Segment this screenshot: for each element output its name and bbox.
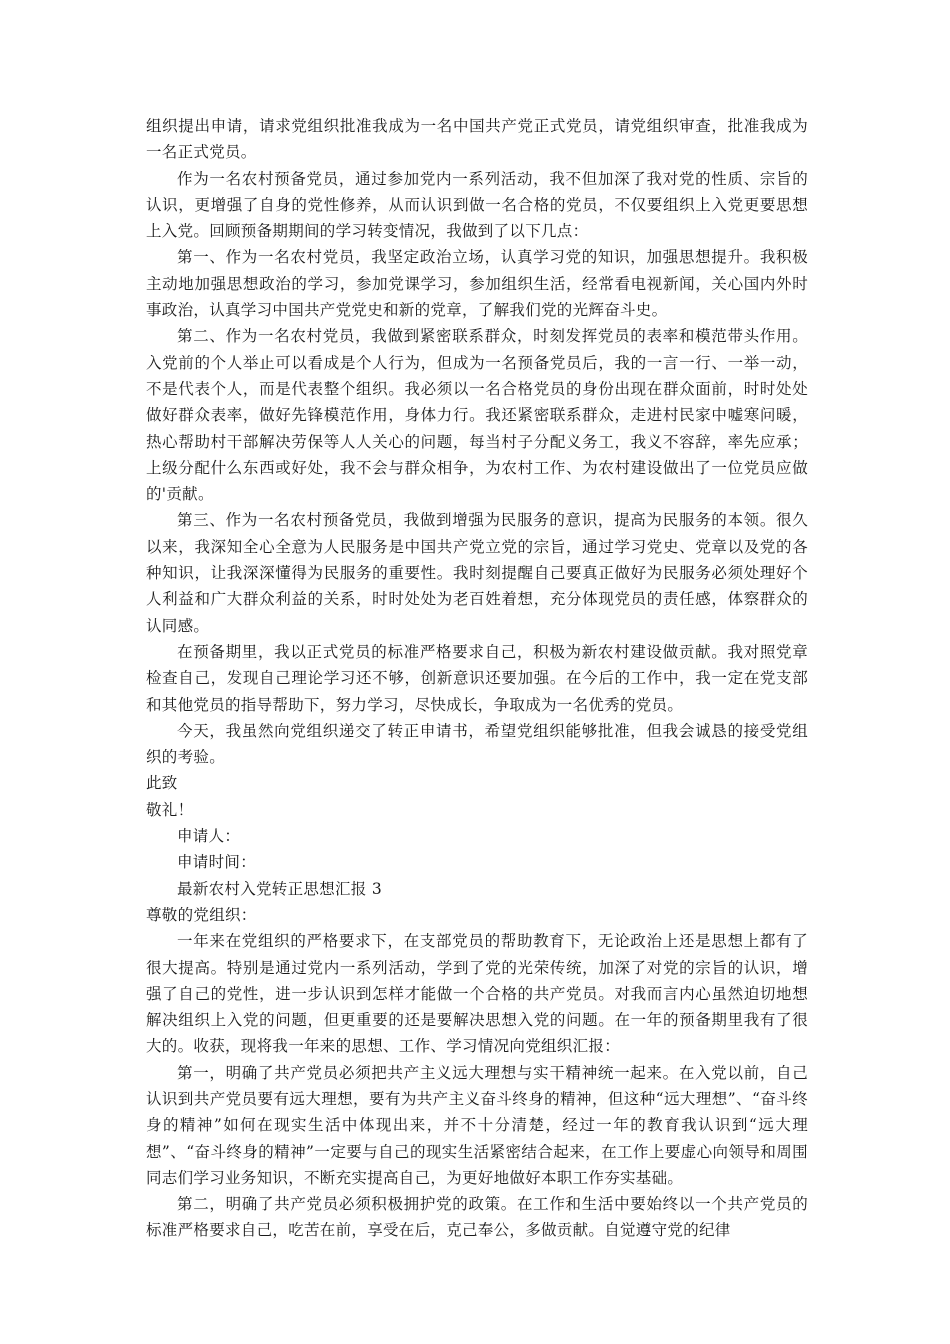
paragraph: 第一、作为一名农村党员，我坚定政治立场，认真学习党的知识，加强思想提升。我积极主动地加强思想政治的学习，参加党课学习，参加组织生活，经常看电视新闻，关心国内外时事政治，认真学习中国共产党党史和新的党章，了解我们党的光辉奋斗史。 (146, 248, 808, 320)
paragraph: 今天，我虽然向党组织递交了转正申请书，希望党组织能够批准，但我会诚恳的接受党组织的考验。 (146, 721, 808, 767)
paragraph: 第一，明确了共产党员必须把共产主义远大理想与实干精神统一起来。在入党以前，自己认识到共产党员要有远大理想，要有为共产主义奋斗终身的精神，但这种“远大理想”、“奋斗终身的精神”如何在现实生活中体现出来，并不十分清楚，经过一年的教育我认识到“远大理想”、“奋斗终身的精神”一定要与自己的现实生活紧密结合起来，在工作上要虚心向领导和周围同志们学习业务知识，不断充实提高自己，为更好地做好本职工作夯实基础。 (146, 1063, 808, 1187)
paragraph: 在预备期里，我以正式党员的标准严格要求自己，积极为新农村建设做贡献。我对照党章检查自己，发现自己理论学习还不够，创新意识还要加强。在今后的工作中，我一定在党支部和其他党员的指导帮助下，努力学习，尽快成长，争取成为一名优秀的党员。 (146, 642, 808, 714)
paragraph: 第二、作为一名农村党员，我做到紧密联系群众，时刻发挥党员的表率和模范带头作用。入党前的个人举止可以看成是个人行为，但成为一名预备党员后，我的一言一行、一举一动，不是代表个人，而是代表整个组织。我必须以一名合格党员的身份出现在群众面前，时时处处做好群众表率，做好先锋模范作用，身体力行。我还紧密联系群众，走进村民家中嘘寒问暖，热心帮助村干部解决劳保等人人关心的问题，每当村子分配义务工，我义不容辞，率先应承；上级分配什么东西或好处，我不会与群众相争，为农村工作、为农村建设做出了一位党员应做的'贡献。 (146, 327, 808, 504)
paragraph: 作为一名农村预备党员，通过参加党内一系列活动，我不但加深了我对党的性质、宗旨的认识，更增强了自身的党性修养，从而认识到做一名合格的党员，不仅要组织上入党更要思想上入党。回顾预备期期间的学习转变情况，我做到了以下几点： (146, 169, 808, 241)
letter-greeting: 尊敬的党组织： (146, 905, 257, 924)
closing-regards: 敬礼！ (146, 800, 194, 819)
paragraph: 第二，明确了共产党员必须积极拥护党的政策。在工作和生活中要始终以一个共产党员的标准严格要求自己，吃苦在前，享受在后，克己奉公，多做贡献。自觉遵守党的纪律 (146, 1195, 808, 1240)
paragraph: 组织提出申请，请求党组织批准我成为一名中国共产党正式党员，请党组织审查，批准我成为一名正式党员。 (146, 117, 808, 162)
section-title: 最新农村入党转正思想汇报 3 (177, 879, 382, 898)
applicant-label: 申请人： (177, 827, 241, 846)
paragraph: 一年来在党组织的严格要求下，在支部党员的帮助教育下，无论政治上还是思想上都有了很大提高。特别是通过党内一系列活动，学到了党的光荣传统，加深了对党的宗旨的认识，增强了自己的党性，进一步认识到怎样才能做一个合格的共产党员。对我而言内心虽然迫切地想解决组织上入党的问题，但更重要的还是要解决思想入党的问题。在一年的预备期里我有了很大的。收获，现将我一年来的思想、工作、学习情况向党组织汇报： (146, 932, 808, 1056)
application-date-label: 申请时间： (177, 853, 257, 872)
closing-salutation: 此致 (146, 774, 178, 793)
paragraph: 第三、作为一名农村预备党员，我做到增强为民服务的意识，提高为民服务的本领。很久以来，我深知全心全意为人民服务是中国共产党立党的宗旨，通过学习党史、党章以及党的各种知识，让我深深懂得为民服务的重要性。我时刻提醒自己要真正做好为民服务必须处理好个人利益和广大群众利益的关系，时时处处为老百姓着想，充分体现党员的责任感，体察群众的认同感。 (146, 511, 808, 635)
document-page (146, 113, 808, 1244)
